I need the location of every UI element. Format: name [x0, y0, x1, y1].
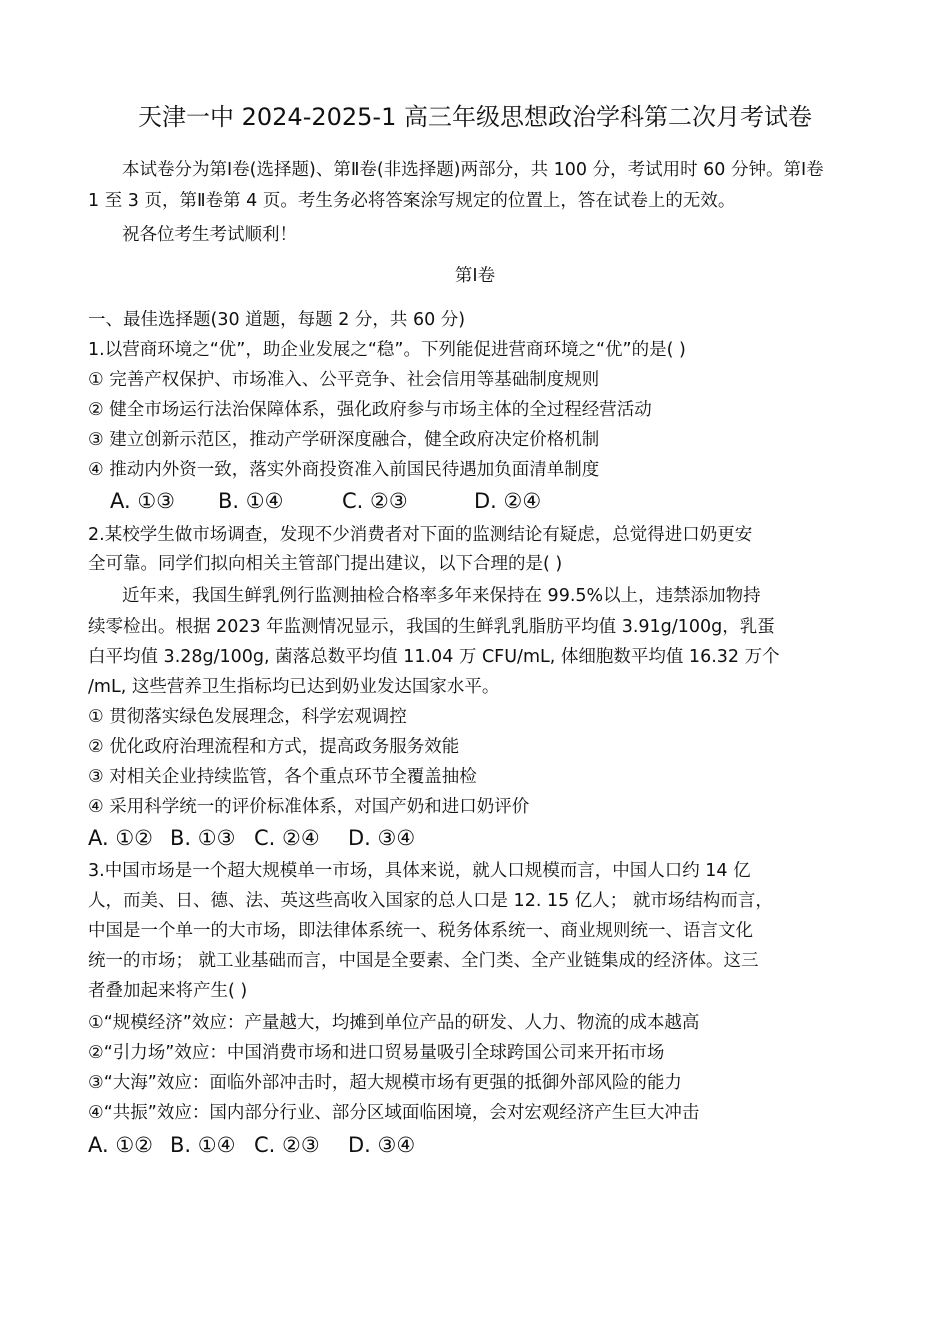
question-1-item: ④ 推动内外资一致，落实外商投资准入前国民待遇加负面清单制度	[88, 460, 600, 480]
question-3-item: ③“大海”效应：面临外部冲击时，超大规模市场有更强的抵御外部风险的能力	[88, 1073, 682, 1093]
question-2-stem: 全可靠。同学们拟向相关主管部门提出建议，以下合理的是( )	[88, 554, 563, 574]
option-a: A. ①②	[88, 1133, 153, 1157]
option-d: D. ③④	[348, 826, 416, 850]
question-1-item: ① 完善产权保护、市场准入、公平竞争、社会信用等基础制度规则	[88, 370, 600, 390]
intro-line: 1 至 3 页，第Ⅱ卷第 4 页。考生务必将答案涂写规定的位置上，答在试卷上的无效。	[88, 191, 736, 211]
option-b: B. ①④	[218, 489, 284, 513]
question-2-material: /mL, 这些营养卫生指标均已达到奶业发达国家水平。	[88, 677, 500, 697]
question-2-item: ③ 对相关企业持续监管，各个重点环节全覆盖抽检	[88, 767, 477, 787]
option-d: D. ②④	[474, 489, 542, 513]
question-3-stem: 3.中国市场是一个超大规模单一市场，具体来说，就人口规模而言，中国人口约 14 亿	[88, 861, 751, 881]
exam-title: 天津一中 2024-2025-1 高三年级思想政治学科第二次月考试卷	[137, 103, 812, 131]
question-1-item: ② 健全市场运行法治保障体系，强化政府参与市场主体的全过程经营活动	[88, 400, 652, 420]
section-title: 第Ⅰ卷	[454, 266, 496, 286]
question-3-item: ④“共振”效应：国内部分行业、部分区域面临困境，会对宏观经济产生巨大冲击	[88, 1103, 700, 1123]
question-3-stem: 统一的市场； 就工业基础而言，中国是全要素、全门类、全产业链集成的经济体。这三	[88, 951, 759, 971]
question-2-material: 近年来，我国生鲜乳例行监测抽检合格率多年来保持在 99.5%以上，违禁添加物持	[122, 586, 761, 606]
question-3-item: ②“引力场”效应：中国消费市场和进口贸易量吸引全球跨国公司来开拓市场	[88, 1043, 665, 1063]
part-heading: 一、最佳选择题(30 道题，每题 2 分，共 60 分)	[88, 310, 466, 330]
option-a: A. ①②	[88, 826, 153, 850]
option-c: C. ②③	[342, 489, 408, 513]
question-3-options	[88, 1130, 415, 1160]
option-c: C. ②③	[254, 1133, 320, 1157]
question-2-material: 白平均值 3.28g/100g, 菌落总数平均值 11.04 万 CFU/mL, 体细胞数平均值 16.32 万个	[88, 647, 780, 667]
question-3-stem: 中国是一个单一的大市场，即法律体系统一、税务体系统一、商业规则统一、语言文化	[88, 921, 753, 941]
good-luck-line: 祝各位考生考试顺利！	[122, 225, 297, 245]
option-a: A. ①③	[110, 489, 175, 513]
question-2-item: ② 优化政府治理流程和方式，提高政务服务效能	[88, 737, 460, 757]
question-3-stem: 人，而美、日、德、法、英这些高收入国家的总人口是 12. 15 亿人； 就市场结构而言，	[88, 891, 773, 911]
question-1-stem: 1.以营商环境之“优”，助企业发展之“稳”。下列能促进营商环境之“优”的是( )	[88, 340, 686, 360]
option-b: B. ①③	[170, 826, 236, 850]
option-c: C. ②④	[254, 826, 320, 850]
option-b: B. ①④	[170, 1133, 236, 1157]
question-2-options	[88, 823, 415, 853]
question-2-stem: 2.某校学生做市场调查，发现不少消费者对下面的监测结论有疑虑，总觉得进口奶更安	[88, 525, 753, 545]
question-3-item: ①“规模经济”效应：产量越大，均摊到单位产品的研发、人力、物流的成本越高	[88, 1013, 700, 1033]
intro-line: 本试卷分为第Ⅰ卷(选择题)、第Ⅱ卷(非选择题)两部分，共 100 分，考试用时 60 分钟。第Ⅰ卷	[122, 160, 824, 180]
question-2-item: ④ 采用科学统一的评价标准体系，对国产奶和进口奶评价	[88, 797, 530, 817]
option-d: D. ③④	[348, 1133, 416, 1157]
question-2-material: 续零检出。根据 2023 年监测情况显示，我国的生鲜乳乳脂肪平均值 3.91g/100g，乳蛋	[88, 617, 775, 637]
question-3-stem: 者叠加起来将产生( )	[88, 981, 248, 1001]
question-2-item: ① 贯彻落实绿色发展理念，科学宏观调控	[88, 707, 407, 727]
question-1-options	[110, 486, 541, 516]
question-1-item: ③ 建立创新示范区，推动产学研深度融合，健全政府决定价格机制	[88, 430, 600, 450]
